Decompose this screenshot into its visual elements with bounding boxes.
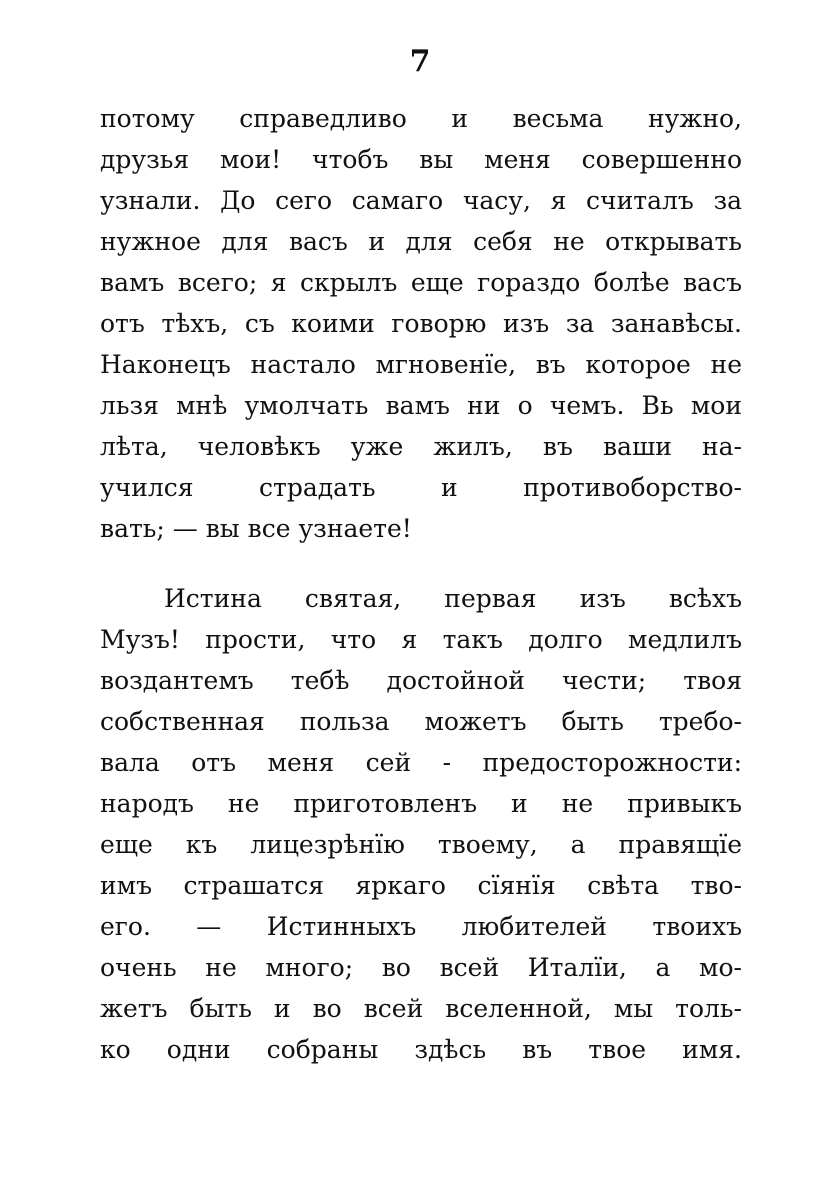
text-line: узнали. До сего самаго часу, я считалъ за — [100, 186, 742, 215]
text-line: имъ страшатся яркаго сїянїя свѣта тво- — [100, 871, 742, 900]
text-line: Наконецъ настало мгновенїе, въ которое не — [100, 350, 742, 379]
text-line: вать; — вы все узнаете! — [100, 514, 412, 543]
text-line: вала отъ меня сей - предосторожности: — [100, 748, 742, 777]
text-line: учился страдать и противоборство- — [100, 473, 742, 502]
text-line: нужное для васъ и для себя не открывать — [100, 227, 742, 256]
text-line: потому справедливо и весьма нужно, — [100, 104, 742, 133]
text-line: льзя мнѣ умолчать вамъ ни о чемъ. Вь мои — [100, 391, 742, 420]
text-line: друзья мои! чтобъ вы меня совершенно — [100, 145, 742, 174]
paragraph-1 — [100, 98, 742, 549]
text-line: очень не много; во всей Италїи, а мо- — [100, 953, 742, 982]
text-line: отъ тѣхъ, съ коими говорю изъ за занавѣсы. — [100, 309, 742, 338]
text-line: вамъ всего; я скрылъ еще гораздо болѣе васъ — [100, 268, 742, 297]
text-line: Музъ! прости, что я такъ долго медлилъ — [100, 625, 742, 654]
text-line: собственная польза можетъ быть требо- — [100, 707, 742, 736]
text-line: воздантемъ тебѣ достойной чести; твоя — [100, 666, 742, 695]
text-line: лѣта, человѣкъ уже жилъ, въ ваши на- — [100, 432, 742, 461]
text-line: его. — Истинныхъ любителей твоихъ — [100, 912, 742, 941]
text-line: Истина святая, первая изъ всѣхъ — [164, 584, 742, 613]
text-line: ко одни собраны здѣсь въ твое имя. — [100, 1035, 742, 1064]
page-number: 7 — [409, 44, 431, 79]
text-line: народъ не приготовленъ и не привыкъ — [100, 789, 742, 818]
text-line: еще къ лицезрѣнїю твоему, а правящїе — [100, 830, 742, 859]
text-line: жетъ быть и во всей вселенной, мы толь- — [100, 994, 742, 1023]
paragraph-2 — [100, 578, 742, 1070]
